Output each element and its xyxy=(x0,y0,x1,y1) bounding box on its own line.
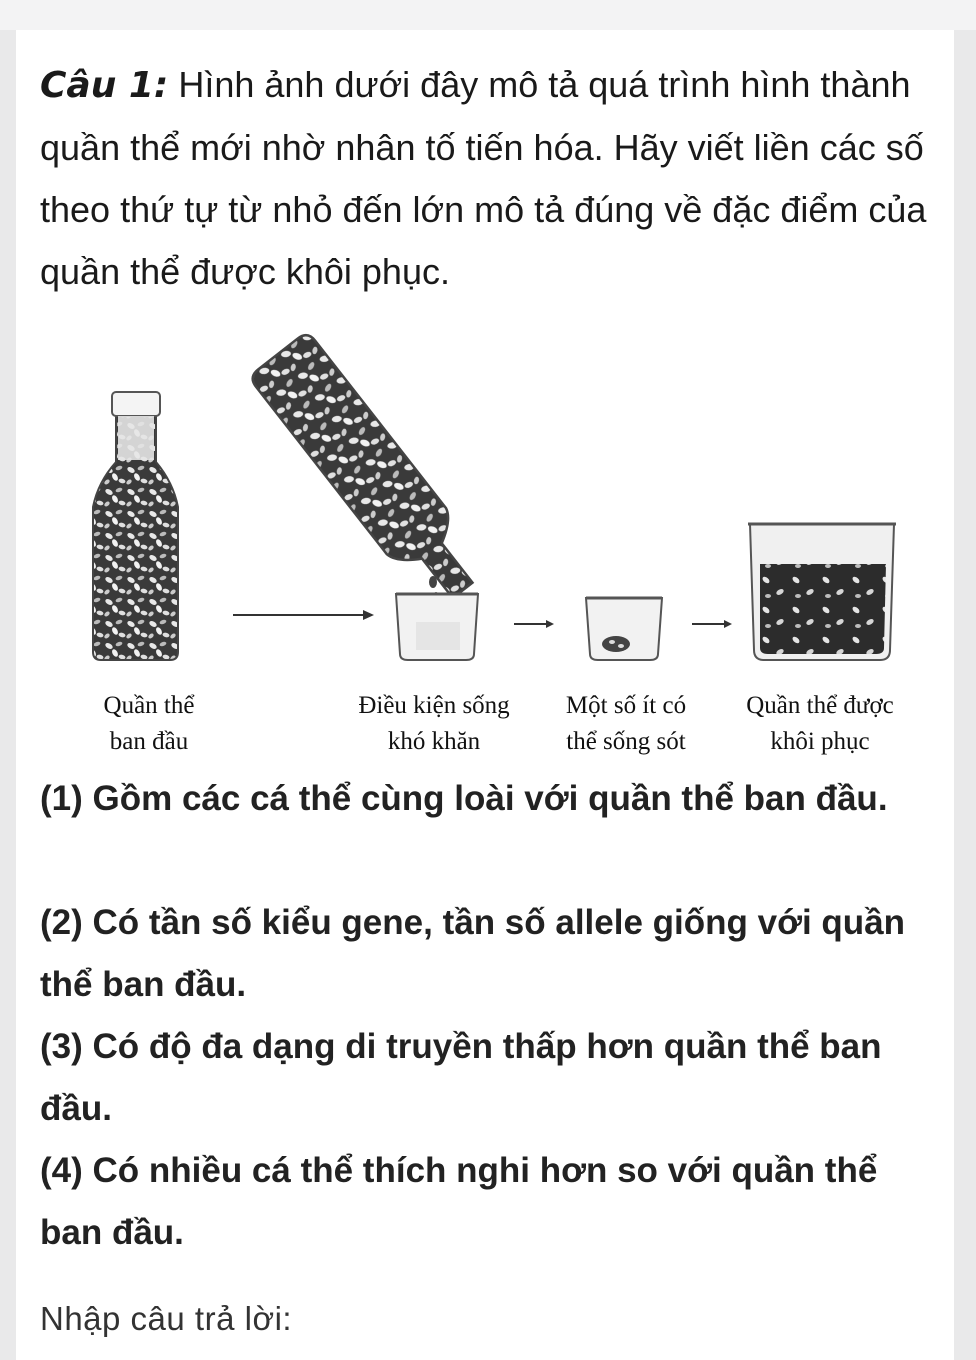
survivors-beaker-icon xyxy=(586,598,662,660)
small-beaker-icon xyxy=(396,594,478,660)
caption-restored-population xyxy=(722,688,918,760)
initial-bottle-icon xyxy=(93,392,178,660)
caption-initial-population xyxy=(74,688,224,760)
figure xyxy=(38,332,930,768)
option-2: (2) Có tần số kiểu gene, tần số allele giống với quần thể ban đầu. xyxy=(40,903,906,1004)
top-bar xyxy=(0,0,976,30)
restored-population-beaker-icon xyxy=(748,524,896,660)
question-label: Câu 1: xyxy=(40,65,169,106)
arrow-icon xyxy=(692,620,732,628)
caption-line: khó khăn xyxy=(387,728,481,755)
pouring-bottle-icon xyxy=(248,332,492,613)
caption-line: Một số ít có xyxy=(565,692,687,719)
caption-line: Quần thể được xyxy=(746,692,894,719)
question-card xyxy=(16,30,954,1360)
caption-line: thể sống sót xyxy=(566,728,686,755)
caption-line: Quần thể xyxy=(103,692,195,719)
answer-prompt[interactable]: Nhập câu trả lời: xyxy=(40,1300,293,1337)
caption-line: khôi phục xyxy=(770,728,870,755)
caption-few-survivors xyxy=(544,688,708,760)
caption-line: Điều kiện sống xyxy=(358,692,510,719)
question-text xyxy=(40,54,940,303)
arrow-icon xyxy=(233,610,374,620)
caption-harsh-conditions xyxy=(336,688,532,760)
question-body: Hình ảnh dưới đây mô tả quá trình hình thành quần thể mới nhờ nhân tố tiến hóa. Hãy viết liền các số theo thứ tự từ nhỏ đến lớn mô tả đúng về đặc điểm của quần thể được khôi phục. xyxy=(40,64,927,292)
option-4: (4) Có nhiều cá thể thích nghi hơn so với quần thể ban đầu. xyxy=(40,1151,878,1252)
option-1: (1) Gồm các cá thể cùng loài với quần thể ban đầu. xyxy=(40,779,888,818)
caption-line: ban đầu xyxy=(109,728,189,755)
option-3: (3) Có độ đa dạng di truyền thấp hơn quần thể ban đầu. xyxy=(40,1027,882,1128)
arrow-icon xyxy=(514,620,554,628)
